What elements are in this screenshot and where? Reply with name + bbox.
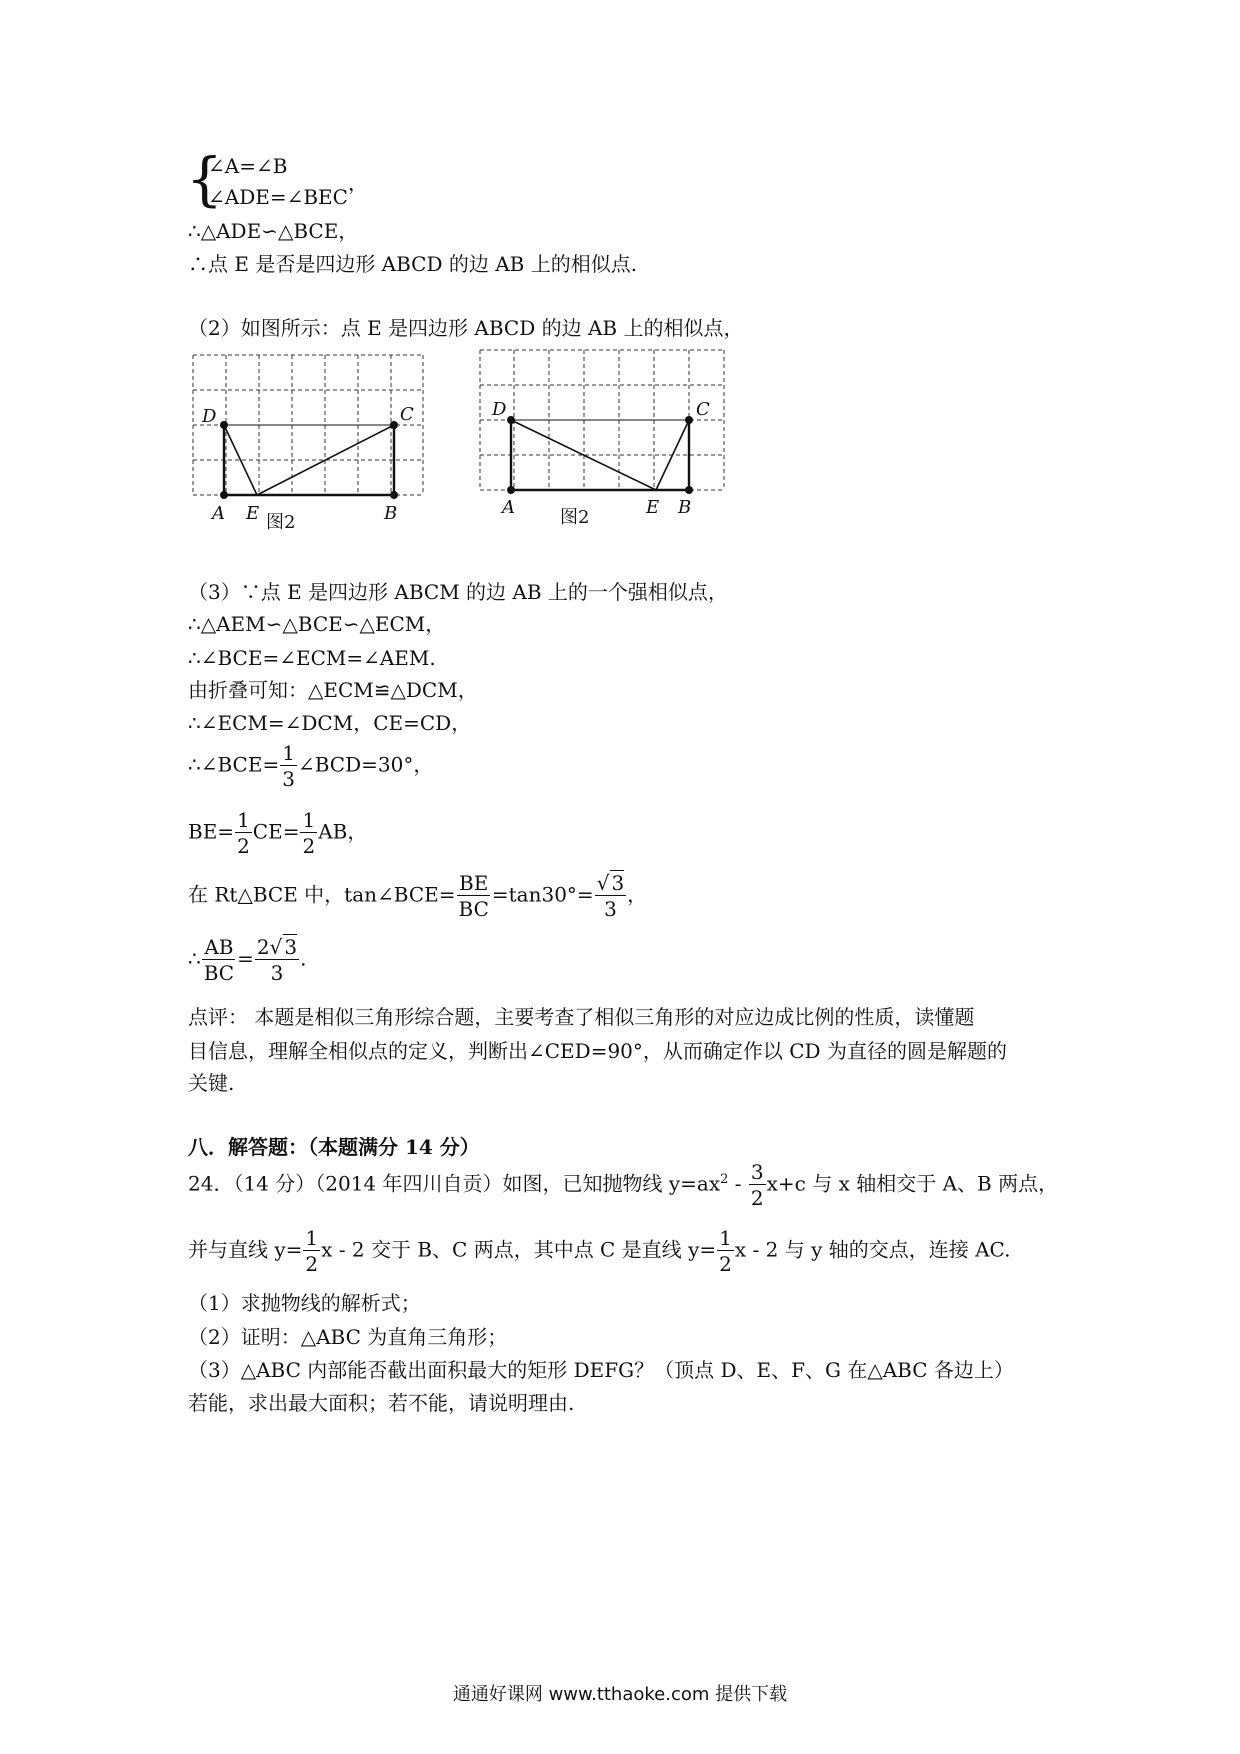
question-suffix: x+c 与 x 轴相交于 A、B 两点，	[766, 1171, 1059, 1196]
fraction-denominator: 2	[719, 1252, 732, 1276]
fraction-2root3-over-3	[255, 937, 299, 983]
fraction-half-2	[300, 810, 317, 856]
question-prefix: 24．（14 分）（2014 年四川自贡）如图，已知抛物线 y=ax	[188, 1171, 721, 1196]
fraction-ab-bc	[202, 937, 236, 983]
part3-line-6	[188, 743, 433, 789]
figure-right	[474, 345, 730, 535]
bce-prefix: ∴∠BCE=	[188, 752, 280, 777]
ab-suffix: AB，	[318, 819, 368, 844]
system-line-1: ∠A=∠B	[208, 154, 288, 178]
fraction-half-a	[303, 1228, 320, 1274]
comment-line-1: 点评： 本题是相似三角形综合题，主要考查了相似三角形的对应边成比例的性质，读懂题	[188, 1005, 975, 1029]
exponent: 2	[720, 1171, 729, 1187]
fraction-denominator: 3	[604, 897, 617, 921]
tan-suffix: ，	[627, 882, 648, 907]
label-d: D	[202, 406, 217, 427]
fraction-numerator: AB	[204, 935, 234, 959]
therefore-symbol: ∴	[188, 946, 201, 971]
fraction-denominator: 2	[237, 834, 250, 858]
subquestion-3: （3）△ABC 内部能否截出面积最大的矩形 DEFG？（顶点 D、E、F、G 在△ABC 各边上）	[188, 1358, 1014, 1382]
section-heading: 八．解答题：（本题满分 14 分）	[188, 1135, 480, 1159]
sqrt-radicand: 3	[611, 871, 625, 895]
fraction-half-1	[235, 810, 252, 856]
label-e: E	[246, 503, 260, 524]
label-d: D	[492, 399, 507, 420]
fraction-numerator: 1	[719, 1226, 732, 1250]
comment-line-3: 关键.	[188, 1071, 235, 1095]
line-suffix: x - 2 与 y 轴的交点，连接 AC.	[734, 1237, 1011, 1262]
subquestion-3-cont: 若能，求出最大面积；若不能，请说明理由.	[188, 1391, 575, 1415]
fraction-numerator: 1	[237, 808, 250, 832]
part3-line-1: （3）∵点 E 是四边形 ABCM 的边 AB 上的一个强相似点，	[188, 580, 728, 604]
fraction-half-b	[717, 1228, 734, 1274]
fraction-denominator: 2	[305, 1252, 319, 1276]
equals-sign: =	[237, 946, 254, 971]
part3-line-3: ∴∠BCE=∠ECM=∠AEM.	[188, 646, 436, 670]
part3-line-9	[188, 937, 306, 983]
be-prefix: BE=	[188, 819, 235, 844]
part3-line-7	[188, 810, 367, 856]
figure-left-caption: 图2	[266, 512, 296, 533]
fraction-denominator: BC	[458, 897, 489, 921]
part3-line-5: ∴∠ECM=∠DCM，CE=CD，	[188, 711, 472, 735]
fraction-numerator: 2√ 3	[256, 935, 298, 959]
equation-brace: {	[186, 145, 223, 213]
sqrt-radicand: 3	[284, 935, 298, 959]
ce-middle: CE=	[252, 819, 300, 844]
fraction-denominator: 3	[270, 961, 284, 985]
part3-line-8	[188, 873, 647, 919]
line-prefix: 并与直线 y=	[188, 1237, 303, 1262]
fraction-numerator: BE	[459, 871, 489, 895]
system-line-2	[208, 171, 368, 209]
fraction-numerator: 1	[305, 1226, 319, 1250]
label-c: C	[696, 399, 710, 420]
system-comma: ，	[347, 171, 368, 195]
fraction-denominator: 2	[750, 1186, 764, 1210]
label-a: A	[502, 497, 515, 518]
conclusion-similar: ∴△ADE∽△BCE，	[188, 219, 359, 243]
part3-line-2: ∴△AEM∽△BCE∽△ECM，	[188, 612, 446, 636]
subquestion-1: （1）求抛物线的解析式；	[188, 1291, 421, 1315]
figure-left	[188, 350, 428, 535]
bcd-angle: ∠BCD=30°，	[297, 752, 434, 777]
comment-line-2: 目信息，理解全相似点的定义，判断出∠CED=90°，从而确定作以 CD 为直径的圆是解题的	[188, 1039, 1007, 1063]
label-b: B	[384, 503, 398, 524]
tan-prefix: 在 Rt△BCE 中，tan∠BCE=	[188, 882, 456, 907]
final-period: .	[300, 946, 307, 971]
figure-right-caption: 图2	[560, 507, 590, 528]
fraction-denominator: 3	[282, 767, 295, 791]
fraction-be-bc	[457, 873, 491, 919]
minus-sign: -	[728, 1171, 748, 1196]
fraction-one-third	[280, 743, 297, 789]
system-line-2-text: ∠ADE=∠BEC	[208, 185, 348, 209]
fraction-numerator: 3	[750, 1160, 764, 1184]
part3-line-4: 由折叠可知：△ECM≌△DCM，	[188, 678, 478, 702]
part2-intro: （2）如图所示：点 E 是四边形 ABCD 的边 AB 上的相似点，	[188, 316, 744, 340]
question-24-line-1	[188, 1162, 1058, 1208]
question-24-line-2	[188, 1228, 1010, 1274]
label-e: E	[646, 497, 660, 518]
subquestion-2: （2）证明：△ABC 为直角三角形；	[188, 1325, 508, 1349]
fraction-root3-over-3	[595, 873, 626, 919]
footer-watermark: 通通好课网 www.tthaoke.com 提供下载	[452, 1684, 788, 1705]
fraction-denominator: 2	[302, 834, 316, 858]
fraction-numerator: 1	[302, 808, 316, 832]
label-b: B	[678, 497, 692, 518]
fraction-three-halves	[749, 1162, 766, 1208]
label-c: C	[400, 404, 414, 425]
conclusion-similar-point: ∴点 E 是否是四边形 ABCD 的边 AB 上的相似点.	[188, 252, 638, 276]
fraction-denominator: BC	[203, 961, 235, 985]
line-middle: x - 2 交于 B、C 两点，其中点 C 是直线 y=	[321, 1237, 717, 1262]
fraction-numerator: √ 3	[596, 871, 625, 895]
label-a: A	[212, 503, 225, 524]
fraction-numerator: 1	[282, 741, 295, 765]
tan30-text: =tan30°=	[491, 882, 594, 907]
coefficient: 2	[256, 935, 270, 959]
